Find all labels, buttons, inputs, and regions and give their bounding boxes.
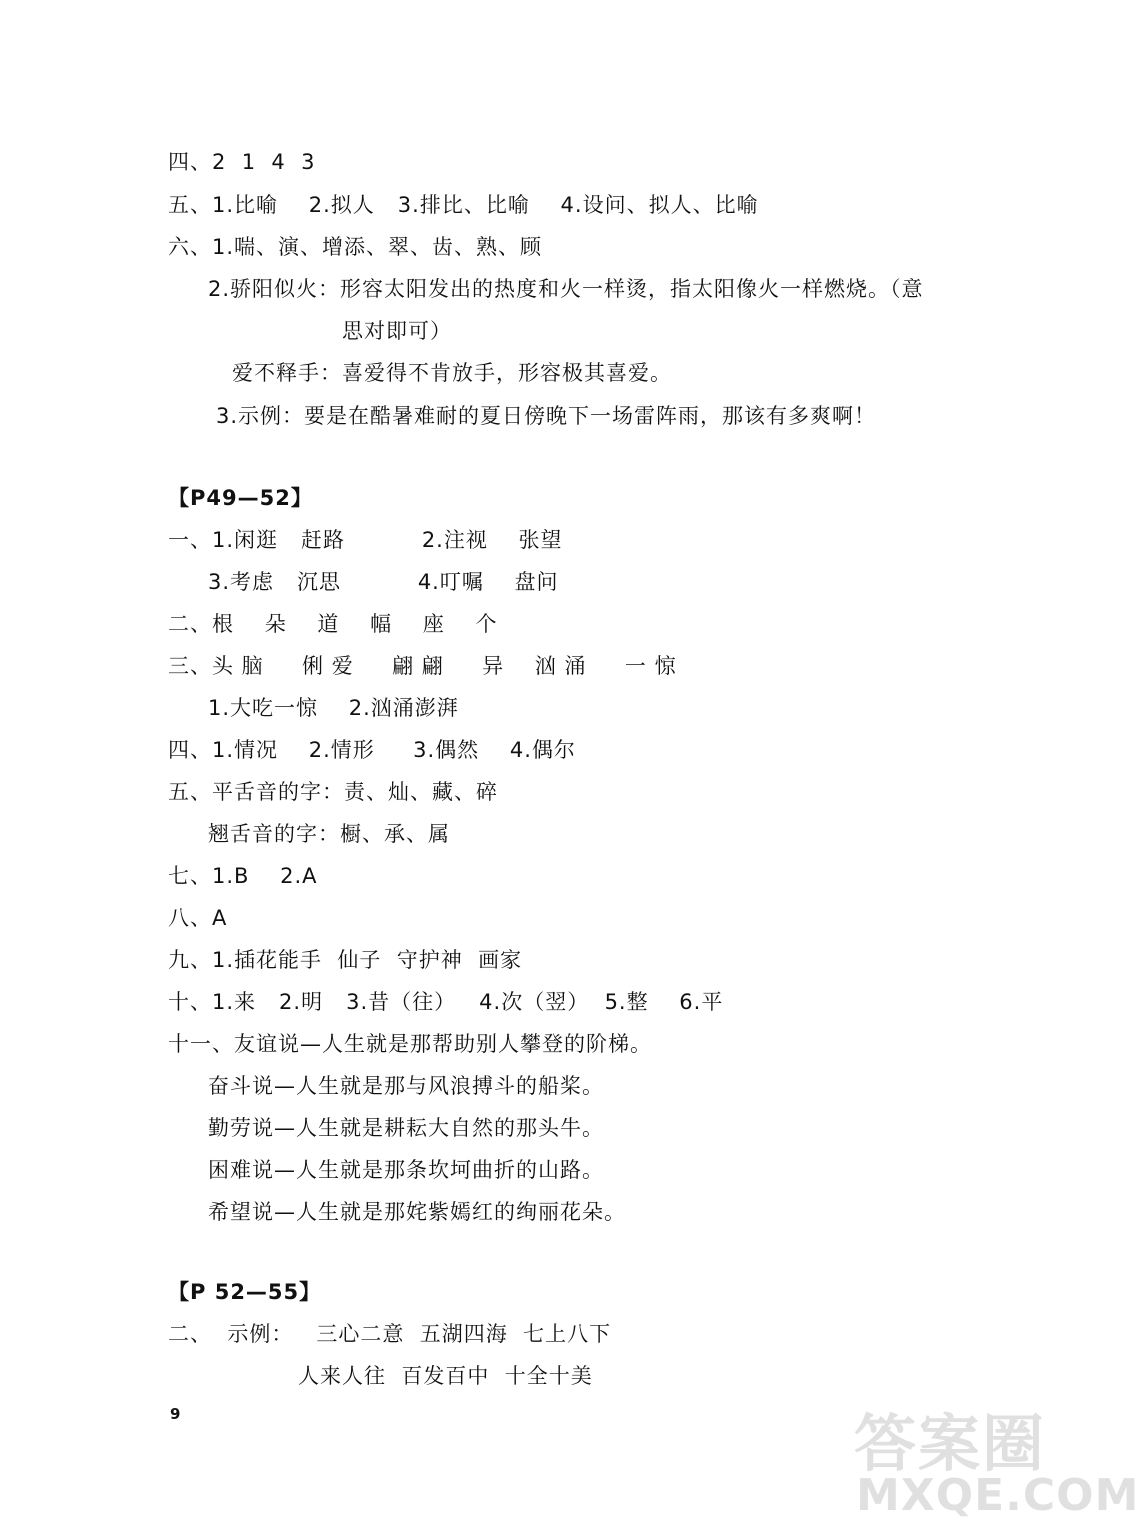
answer-line-8: 八、A bbox=[168, 906, 228, 930]
answer-line-9: 九、1.插花能手 仙子 守护神 画家 bbox=[168, 948, 523, 972]
answer-line-6-3: 3.示例：要是在酷暑难耐的夏日傍晚下一场雷阵雨，那该有多爽啊！ bbox=[216, 404, 877, 428]
answer-line-6: 六、1.喘、演、增添、翠、齿、熟、顾 bbox=[168, 235, 543, 259]
answer-line-7: 七、1.B 2.A bbox=[168, 864, 318, 888]
answer-line-2c-b: 人来人往 百发百中 十全十美 bbox=[298, 1364, 593, 1388]
answer-line-11-e: 希望说—人生就是那姹紫嫣红的绚丽花朵。 bbox=[208, 1200, 626, 1224]
answer-line-5: 五、1.比喻 2.拟人 3.排比、比喻 4.设问、拟人、比喻 bbox=[168, 193, 759, 217]
answer-line-6-2: 2.骄阳似火：形容太阳发出的热度和火一样烫，指太阳像火一样燃烧。（意 bbox=[208, 277, 924, 301]
answer-line-6-2-b: 爱不释手：喜爱得不肯放手，形容极其喜爱。 bbox=[232, 361, 672, 385]
answer-line-11-c: 勤劳说—人生就是耕耘大自然的那头牛。 bbox=[208, 1116, 604, 1140]
answer-line-11-b: 奋斗说—人生就是那与风浪搏斗的船桨。 bbox=[208, 1074, 604, 1098]
answer-line-11: 十一、友谊说—人生就是那帮助别人攀登的阶梯。 bbox=[168, 1032, 652, 1056]
answer-line-5b: 五、平舌音的字：责、灿、藏、碎 bbox=[168, 780, 498, 804]
answer-line-11-d: 困难说—人生就是那条坎坷曲折的山路。 bbox=[208, 1158, 604, 1182]
page-number: 9 bbox=[170, 1405, 181, 1423]
watermark-logo bbox=[854, 1394, 1139, 1524]
answer-line-2: 二、根 朵 道 幅 座 个 bbox=[168, 612, 498, 636]
answer-line-1: 一、1.闲逛 赶路 2.注视 张望 bbox=[168, 528, 563, 552]
watermark-text: 答案圈 bbox=[854, 1407, 1047, 1480]
answer-line-10: 十、1.来 2.明 3.昔（往） 4.次（翌） 5.整 6.平 bbox=[168, 990, 724, 1014]
answer-line-2c: 二、 示例： 三心二意 五湖四海 七上八下 bbox=[168, 1322, 612, 1346]
answer-line-5b-2: 翘舌音的字：橱、承、属 bbox=[208, 822, 450, 846]
section-heading-p49-52: 【P49—52】 bbox=[168, 486, 313, 510]
answer-line-4: 四、2 1 4 3 bbox=[168, 150, 316, 174]
answer-line-3: 三、头 脑 俐 爱 翩 翩 异 汹 涌 一 惊 bbox=[168, 654, 677, 678]
section-heading-p52-55: 【P 52—55】 bbox=[168, 1280, 322, 1304]
answer-line-4b: 四、1.情况 2.情形 3.偶然 4.偶尔 bbox=[168, 738, 576, 762]
answer-line-6-2-cont: 思对即可） bbox=[342, 319, 452, 343]
answer-line-3-b: 1.大吃一惊 2.汹涌澎湃 bbox=[208, 696, 459, 720]
answer-line-1-b: 3.考虑 沉思 4.叮嘱 盘问 bbox=[208, 570, 559, 594]
watermark-url: MXQE.COM bbox=[856, 1470, 1139, 1521]
